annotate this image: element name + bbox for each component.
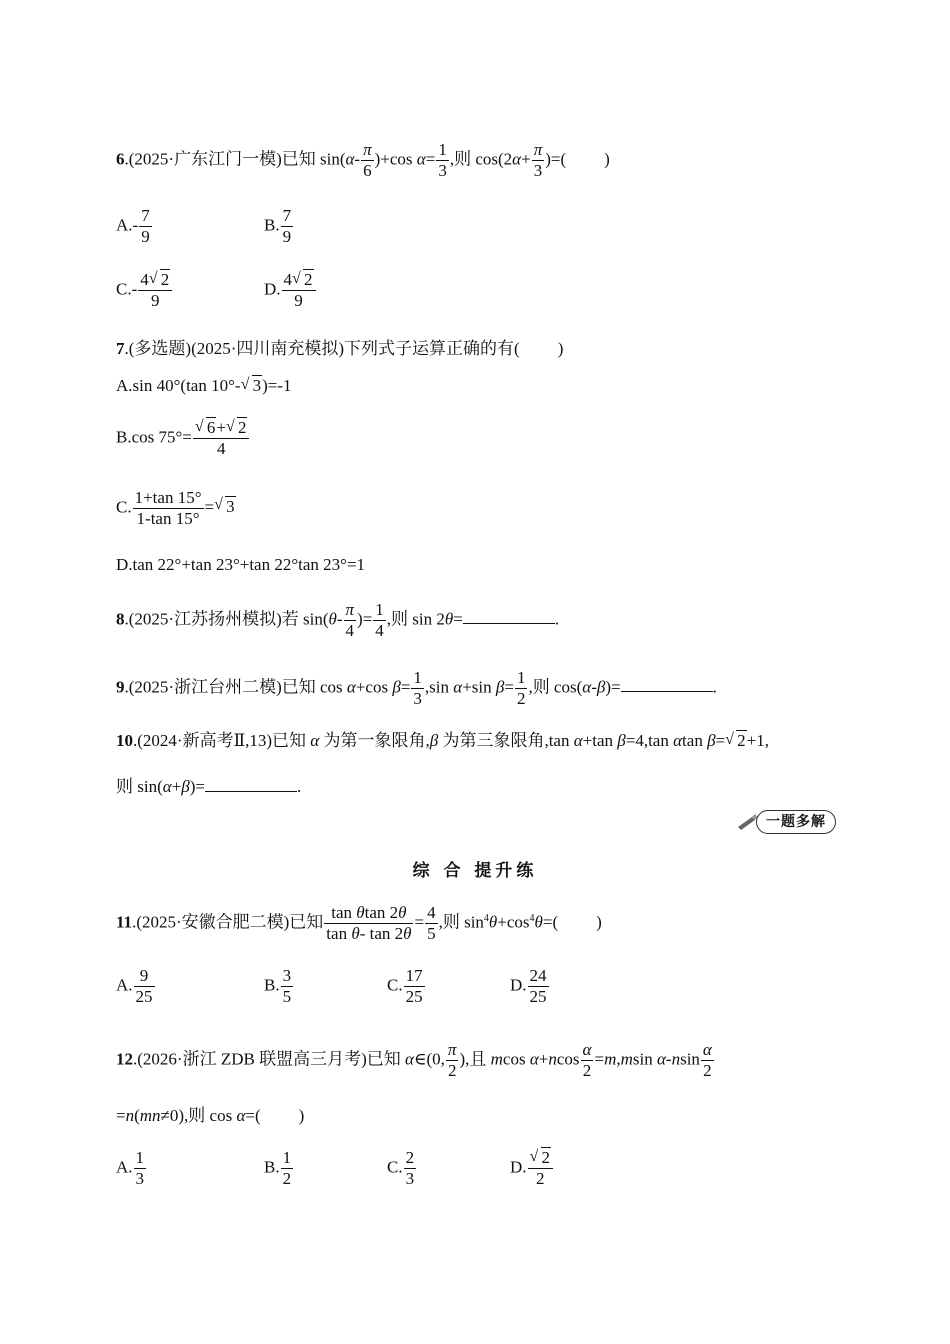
question-12: 12.(2026·浙江 ZDB 联盟高三月考)已知 α∈(0, $\frac{\pi}{2}$ ),且 mcos α+ncos $\frac{\alpha}{2}$ =m,msin α-nsin $\frac{\alpha}{2}$ (116, 1040, 712, 1080)
q11-option-b: B. $\frac{3}{5}$ (264, 966, 292, 1006)
multi-solution-badge[interactable] (736, 810, 836, 834)
q7-option-d: D.tan 22°+tan 23°+tan 22°tan 23°=1 (116, 555, 366, 574)
question-10-line-2: 则 sin(α+β)= . (116, 777, 302, 796)
fraction: $\frac{\pi}{3}$ (533, 140, 543, 180)
q12-option-c: C. $\frac{2}{3}$ (387, 1148, 415, 1188)
q6-option-c: C.- 4 √ 2 9 (116, 270, 173, 311)
q12-option-b: B. $\frac{1}{2}$ (264, 1148, 292, 1188)
q11-option-a: A. $\frac{9}{25}$ (116, 966, 153, 1006)
q7-option-a: A.sin 40°(tan 10°- √ 3)=-1 (116, 376, 292, 395)
q6-option-b: B. $\frac{7}{9}$ (264, 206, 292, 246)
fraction: $\frac{\pi}{6}$ (363, 140, 372, 180)
question-10: 10.(2024·新高考Ⅱ,13)已知 α 为第一象限角,β 为第三象限角,tan α+tan β=4,tan αtan β= √ 2+1, (116, 731, 769, 750)
question-11: 11.(2025·安徽合肥二模)已知 $\frac{\text{tan θtan 2θ}}{\text{tan θ- tan 2θ}}$ = $\frac{4}{5}$ ,则 $\sin^4\theta+\cos^4\theta=$( ) (116, 903, 602, 943)
q6-option-a: A.- $\frac{7}{9}$ (116, 206, 150, 246)
answer-blank[interactable] (205, 775, 297, 792)
q12-option-d: D. √ 2 2 (510, 1148, 554, 1189)
q6-number: 6 (116, 149, 125, 169)
question-9: 9.(2025·浙江台州二模)已知 cos α+cos β= $\frac{1}{3}$ ,sin α+sin β= $\frac{1}{2}$ ,则 cos(α-β)= . (116, 668, 717, 708)
q11-option-c: C. $\frac{17}{25}$ (387, 966, 423, 1006)
fraction: $\frac{1}{3}$ (438, 140, 447, 180)
answer-blank[interactable] (463, 607, 555, 624)
q11-option-d: D. $\frac{24}{25}$ (510, 966, 547, 1006)
question-8: 8.(2025·江苏扬州模拟)若 sin(θ- $\frac{\pi}{4}$ )= $\frac{1}{4}$ ,则 sin 2θ= . (116, 600, 560, 640)
question-12-line-2: =n(mn≠0),则 cos α=( ) (116, 1106, 305, 1125)
question-7: 7.(多选题)(2025·四川南充模拟)下列式子运算正确的有( ) (116, 339, 564, 358)
q7-option-c: C. $\frac{1+\tan 15^\circ}{1-\tan 15^\circ}$ = √ 3 (116, 488, 235, 528)
section-title: 综 合 提升练 (412, 861, 538, 881)
q6-option-d: D. 4 √ 2 9 (264, 270, 317, 311)
sqrt-symbol: √ 3 (240, 376, 262, 395)
question-6: 6.(2025·广东江门一模)已知 sin(α- $\frac{\pi}{6}$ )+cos α= $\frac{1}{3}$ ,则 cos(2α+ $\frac{\pi}{3}$ )=( ) (116, 140, 610, 180)
q7-option-b: B.cos 75°= √ 6+ √ 2 4 (116, 418, 250, 459)
answer-blank[interactable] (621, 675, 713, 692)
badge-label: 一题多解 (756, 810, 836, 834)
q12-option-a: A. $\frac{1}{3}$ (116, 1148, 145, 1188)
sqrt-symbol: √ 2 (148, 270, 170, 289)
sqrt-symbol: √ 2 (292, 270, 313, 289)
